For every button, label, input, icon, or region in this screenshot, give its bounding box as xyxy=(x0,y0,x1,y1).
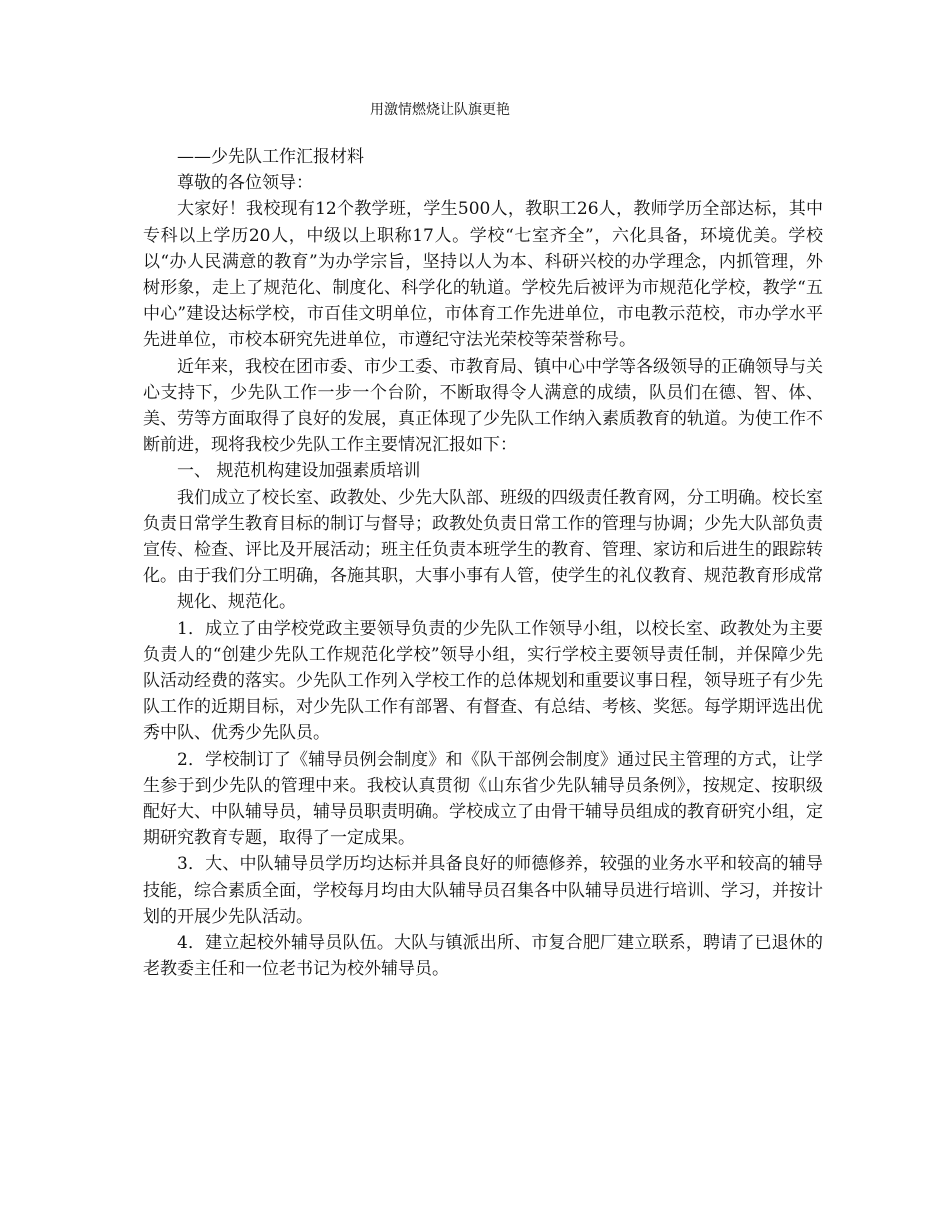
document-body xyxy=(143,144,823,983)
document-title: 用激情燃烧让队旗更艳 xyxy=(370,102,510,118)
paragraph-intro: 大家好！我校现有12个教学班，学生500人，教职工26人，教师学历全部达标，其中专科以上学历20人，中级以上职称17人。学校“七室齐全”，六化具备，环境优美。学校以“办人民满意的教育”为办学宗旨，坚持以人为本、科研兴校的办学理念，内抓管理，外树形象，走上了规范化、制度化、科学化的轨道。学校先后被评为市规范化学校，教学“五中心”建设达标学校，市百佳文明单位，市体育工作先进单位，市电教示范校，市办学水平先进单位，市校本研究先进单位，市遵纪守法光荣校等荣誉称号。 xyxy=(143,199,823,351)
list-item-3: 3．大、中队辅导员学历均达标并具备良好的师德修养，较强的业务水平和较高的辅导技能，综合素质全面，学校每月均由大队辅导员召集各中队辅导员进行培训、学习，并按计划的开展少先队活动。 xyxy=(143,854,823,927)
subtitle: ——少先队工作汇报材料 xyxy=(177,147,364,167)
paragraph-recent-years: 近年来，我校在团市委、市少工委、市教育局、镇中心中学等各级领导的正确领导与关心支持下，少先队工作一步一个台阶，不断取得令人满意的成绩，队员们在德、智、体、美、劳等方面取得了良好的发展，真正体现了少先队工作纳入素质教育的轨道。为使工作不断前进，现将我校少先队工作主要情况汇报如下： xyxy=(143,356,823,456)
list-item-1: 1．成立了由学校党政主要领导负责的少先队工作领导小组，以校长室、政教处为主要负责人的“创建少先队工作规范化学校”领导小组，实行学校主要领导责任制，并保障少先队活动经费的落实。少先队工作列入学校工作的总体规划和重要议事日程，领导班子有少先队工作的近期目标，对少先队工作有部署、有督查、有总结、考核、奖惩。每学期评选出优秀中队、优秀少先队员。 xyxy=(143,618,823,744)
list-item-2: 2．学校制订了《辅导员例会制度》和《队干部例会制度》通过民主管理的方式，让学生参于到少先队的管理中来。我校认真贯彻《山东省少先队辅导员条例》，按规定、按职级配好大、中队辅导员，辅导员职责明确。学校成立了由骨干辅导员组成的教育研究小组，定期研究教育专题，取得了一定成果。 xyxy=(143,749,823,849)
section-heading-1: 一、 规范机构建设加强素质培训 xyxy=(177,461,421,482)
paragraph-continuation: 规化、规范化。 xyxy=(177,592,296,613)
paragraph-organization: 我们成立了校长室、政教处、少先大队部、班级的四级责任教育网，分工明确。校长室负责日常学生教育目标的制订与督导；政教处负责日常工作的管理与协调；少先大队部负责宣传、检查、评比及开展活动；班主任负责本班学生的教育、管理、家访和后进生的跟踪转化。由于我们分工明确，各施其职，大事小事有人管，使学生的礼仪教育、规范教育形成常 xyxy=(143,487,823,587)
list-item-4: 4．建立起校外辅导员队伍。大队与镇派出所、市复合肥厂建立联系，聘请了已退休的老教委主任和一位老书记为校外辅导员。 xyxy=(143,933,823,980)
salutation: 尊敬的各位领导： xyxy=(177,173,313,194)
